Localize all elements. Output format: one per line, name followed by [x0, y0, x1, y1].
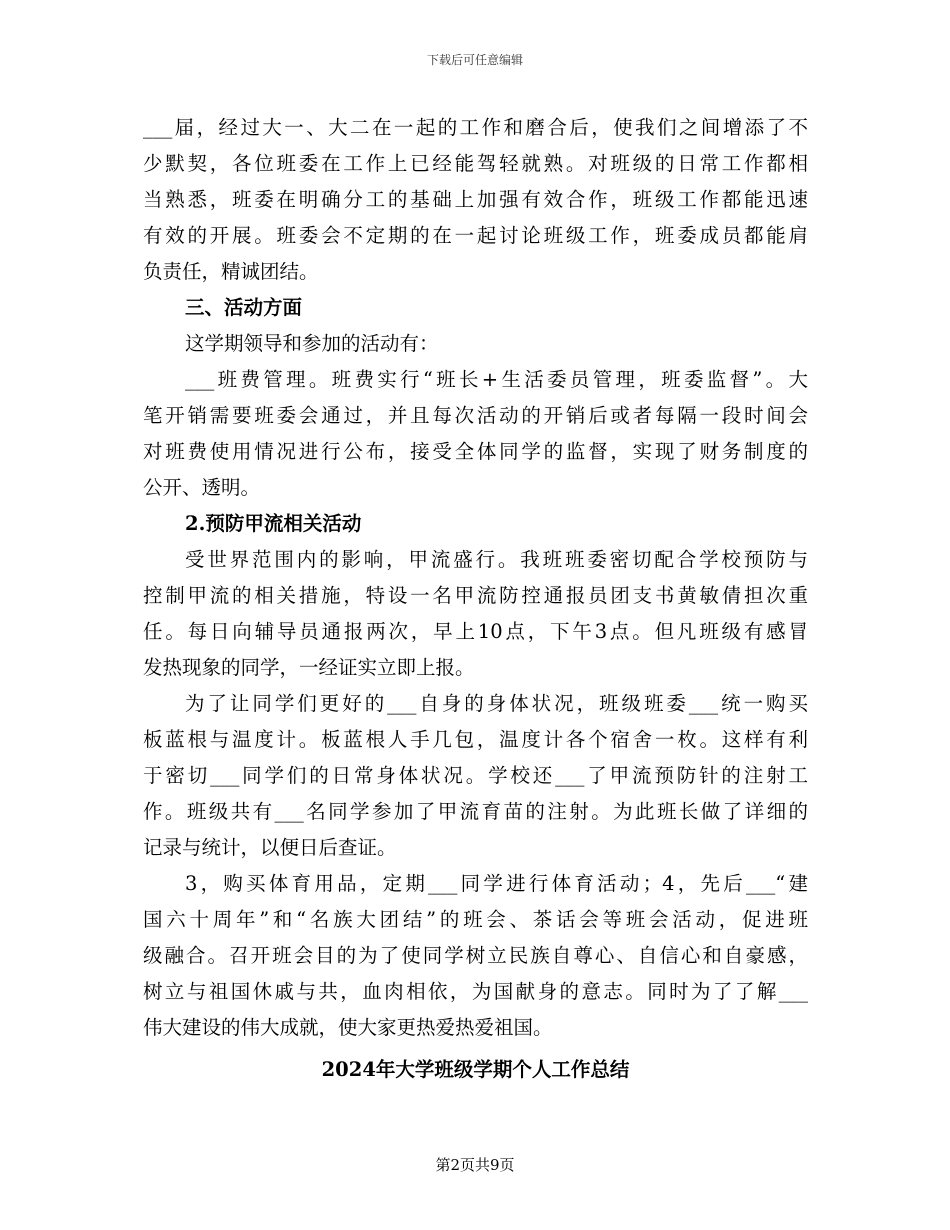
- body-line: 树立与祖国休戚与共，血肉相依，为国献身的意志。同时为了了解___: [143, 980, 808, 1003]
- body-line: 少默契，各位班委在工作上已经能驾轻就熟。对班级的日常工作都相: [143, 152, 808, 175]
- body-line: 任。每日向辅导员通报两次，早上10点，下午3点。但凡班级有感冒: [143, 620, 808, 643]
- body-line: 作。班级共有___名同学参加了甲流育苗的注射。为此班长做了详细的: [143, 800, 808, 823]
- page-number: 第2页共9页: [435, 1156, 515, 1174]
- subheading-flu-prevention: 2.预防甲流相关活动: [185, 512, 362, 535]
- body-line: 3，购买体育用品，定期___同学进行体育活动；4，先后___“建: [185, 872, 808, 895]
- section-title: 2024年大学班级学期个人工作总结: [321, 1058, 630, 1081]
- body-line: 板蓝根与温度计。板蓝根人手几包，温度计各个宿舍一枚。这样有利: [143, 728, 808, 751]
- body-line: 笔开销需要班委会通过，并且每次活动的开销后或者每隔一段时间会: [143, 404, 808, 427]
- document-body: [143, 110, 808, 1088]
- body-line: 为了让同学们更好的___自身的身体状况，班级班委___统一购买: [185, 692, 808, 715]
- body-line: 伟大建设的伟大成就，使大家更热爱热爱祖国。: [143, 1016, 553, 1039]
- body-line: ___届，经过大一、大二在一起的工作和磨合后，使我们之间增添了不: [143, 116, 808, 139]
- page-header: 下载后可任意编辑: [426, 53, 523, 67]
- body-line: 当熟悉，班委在明确分工的基础上加强有效合作，班级工作都能迅速: [143, 188, 808, 211]
- body-line: 这学期领导和参加的活动有：: [185, 332, 439, 355]
- body-line: 对班费使用情况进行公布，接受全体同学的监督，实现了财务制度的: [143, 440, 808, 463]
- body-line: 记录与统计，以便日后查证。: [143, 836, 397, 859]
- body-line: 级融合。召开班会目的为了使同学树立民族自尊心、自信心和自豪感，: [143, 944, 808, 967]
- body-line: 控制甲流的相关措施，特设一名甲流防控通报员团支书黄敏倩担次重: [143, 584, 808, 607]
- body-line: 公开、透明。: [143, 476, 261, 499]
- body-line: 于密切___同学们的日常身体状况。学校还___了甲流预防针的注射工: [143, 764, 808, 787]
- body-line: 发热现象的同学，一经证实立即上报。: [143, 656, 475, 679]
- body-line: 国六十周年”和“名族大团结”的班会、茶话会等班会活动，促进班: [143, 908, 808, 931]
- section-heading-activities: 三、活动方面: [185, 296, 303, 319]
- body-line: 受世界范围内的影响，甲流盛行。我班班委密切配合学校预防与: [185, 548, 808, 571]
- body-line: 有效的开展。班委会不定期的在一起讨论班级工作，班委成员都能肩: [143, 224, 808, 247]
- body-line: 负责任，精诚团结。: [143, 260, 319, 283]
- body-line: ___班费管理。班费实行“班长+生活委员管理，班委监督”。大: [185, 368, 808, 391]
